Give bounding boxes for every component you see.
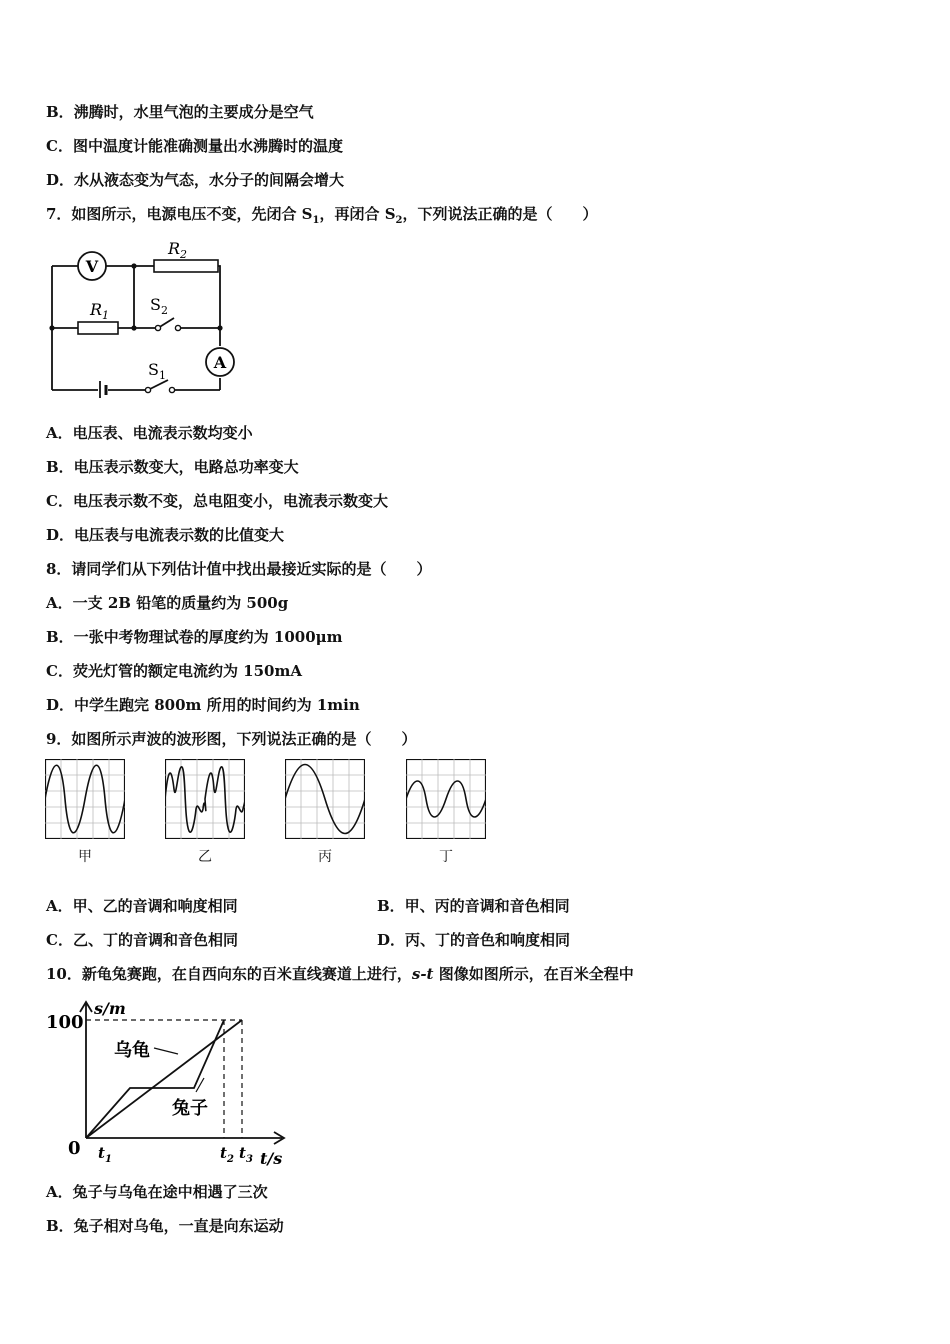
r2-label: $R_2$ xyxy=(168,239,188,261)
rabbit-label: 兔子 xyxy=(172,1098,208,1119)
waveform-label-bing: 丙 xyxy=(318,849,332,865)
waveform-bing xyxy=(285,759,365,839)
waveform-label-yi: 乙 xyxy=(198,849,212,865)
q9-option-c: C．乙、丁的音调和音色相同 xyxy=(46,931,238,949)
q8-stem: 8．请同学们从下列估计值中找出最接近实际的是（ ） xyxy=(46,560,432,578)
waveform-label-ding: 丁 xyxy=(439,849,453,865)
q8-option-c: C．荧光灯管的额定电流约为 150mA xyxy=(46,662,302,680)
s1-label: $S_1$ xyxy=(148,360,166,382)
t2-label: $t_2$ xyxy=(220,1144,234,1165)
q8-option-a: A．一支 2B 铅笔的质量约为 500g xyxy=(46,594,289,612)
q10-stem: 10．新龟兔赛跑，在自西向东的百米直线赛道上进行，s-t 图像如图所示，在百米全程中 xyxy=(46,965,634,983)
switch-s1 xyxy=(145,387,150,392)
q9-option-a: A．甲、乙的音调和响度相同 xyxy=(46,897,238,915)
q6-option-d: D．水从液态变为气态，水分子的间隔会增大 xyxy=(46,171,345,189)
q7-option-c: C．电压表示数不变，总电阻变小，电流表示数变大 xyxy=(46,492,388,510)
q7-option-b: B．电压表示数变大，电路总功率变大 xyxy=(46,458,299,476)
t1-label: $t_1$ xyxy=(98,1144,112,1165)
q7-option-a: A．电压表、电流表示数均变小 xyxy=(46,424,253,442)
q10-st-graph xyxy=(44,998,294,1170)
q9-option-b: B．甲、丙的音调和音色相同 xyxy=(377,897,570,915)
q7-stem: 7．如图所示，电源电压不变，先闭合 $S_1$，再闭合 $S_2$，下列说法正确的是（ ） xyxy=(46,205,598,226)
s2-label: $S_2$ xyxy=(150,295,168,317)
q8-option-b: B．一张中考物理试卷的厚度约为 1000μm xyxy=(46,628,343,646)
q9-option-d: D．丙、丁的音色和响度相同 xyxy=(377,931,571,949)
y-axis-label: s/m xyxy=(94,999,126,1018)
origin-label: 0 xyxy=(68,1138,81,1159)
tortoise-label: 乌龟 xyxy=(114,1040,150,1061)
q6-option-c: C．图中温度计能准确测量出水沸腾时的温度 xyxy=(46,137,343,155)
ammeter-label: A xyxy=(213,353,227,372)
waveform-ding xyxy=(406,759,486,839)
waveform-jia xyxy=(45,759,125,839)
resistor-r1 xyxy=(78,322,118,334)
waveform-yi xyxy=(165,759,245,839)
y-max-label: 100 xyxy=(46,1012,84,1033)
waveform-label-jia: 甲 xyxy=(78,849,92,865)
q10-option-a: A．兔子与乌龟在途中相遇了三次 xyxy=(46,1183,268,1201)
q6-option-b: B．沸腾时，水里气泡的主要成分是空气 xyxy=(46,103,314,121)
q7-option-d: D．电压表与电流表示数的比值变大 xyxy=(46,526,285,544)
t3-label: $t_3$ xyxy=(239,1144,253,1165)
voltmeter-label: V xyxy=(85,257,99,276)
switch-s2 xyxy=(155,325,160,330)
q7-circuit-diagram xyxy=(44,238,244,398)
q9-stem: 9．如图所示声波的波形图，下列说法正确的是（ ） xyxy=(46,730,417,748)
tortoise-line xyxy=(86,1020,242,1138)
x-axis-label: t/s xyxy=(260,1149,283,1168)
q10-option-b: B．兔子相对乌龟，一直是向东运动 xyxy=(46,1217,284,1235)
r1-label: $R_1$ xyxy=(90,300,110,322)
q8-option-d: D．中学生跑完 800m 所用的时间约为 1min xyxy=(46,696,360,714)
resistor-r2 xyxy=(154,260,218,272)
